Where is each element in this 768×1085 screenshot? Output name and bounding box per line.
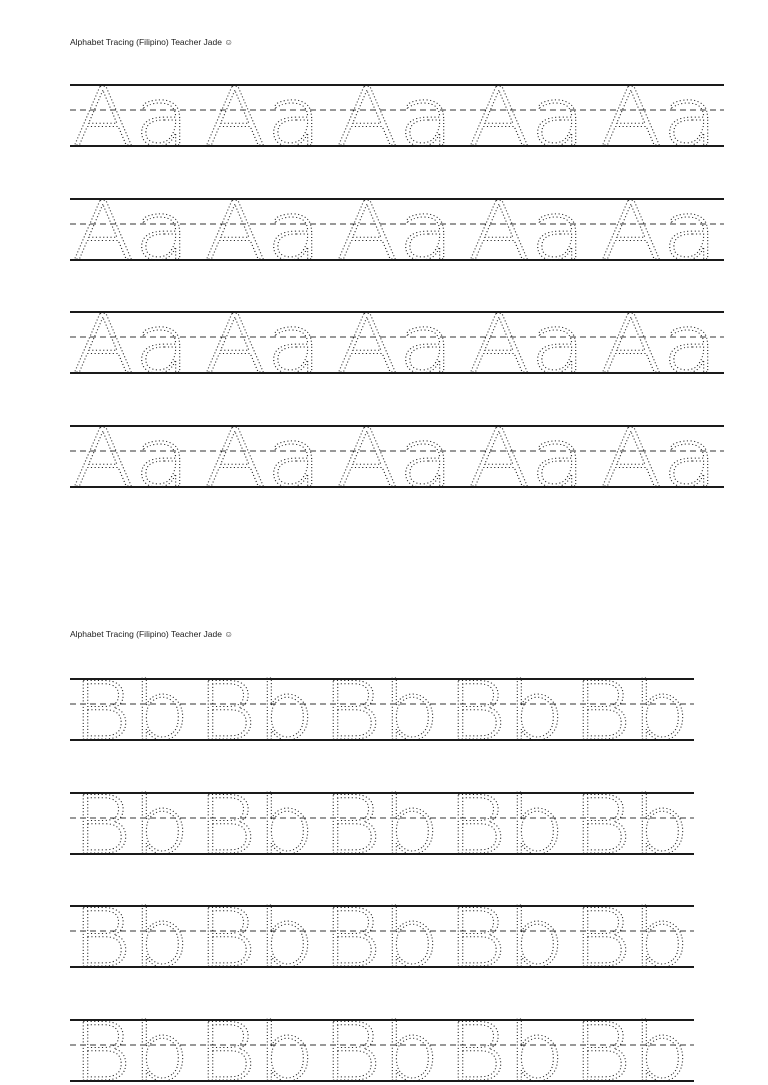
traceable-letter-pair: Aa	[204, 185, 322, 278]
tracing-row	[70, 678, 694, 744]
traceable-letter-pair: Aa	[468, 412, 586, 505]
tracing-row	[70, 311, 724, 377]
tracing-row	[70, 198, 724, 264]
tracing-row-lines	[70, 905, 694, 971]
worksheet-header-a: Alphabet Tracing (Filipino) Teacher Jade ☺	[70, 37, 233, 47]
traceable-letter-pair: Bb	[197, 665, 315, 758]
traceable-letter-pair: Bb	[322, 665, 440, 758]
traceable-letter-pair: Aa	[72, 71, 190, 164]
tracing-row-lines	[70, 678, 694, 744]
traceable-letter-pair: Bb	[197, 892, 315, 985]
traceable-letter-pair: Aa	[600, 412, 718, 505]
traceable-letter-pair: Bb	[447, 665, 565, 758]
tracing-row	[70, 84, 724, 150]
traceable-letter-pair: Aa	[468, 185, 586, 278]
traceable-letter-pair: Bb	[72, 779, 190, 872]
traceable-letter-pair: Aa	[204, 298, 322, 391]
traceable-letter-pair: Bb	[447, 892, 565, 985]
tracing-row-lines	[70, 311, 724, 377]
traceable-letter-pair: Bb	[322, 1006, 440, 1085]
traceable-letter-pair: Bb	[572, 779, 690, 872]
tracing-row-lines	[70, 425, 724, 491]
traceable-letter-pair: Bb	[72, 892, 190, 985]
traceable-letter-pair: Bb	[197, 1006, 315, 1085]
traceable-letter-pair: Aa	[600, 298, 718, 391]
traceable-letter-pair: Aa	[336, 298, 454, 391]
traceable-letter-pair: Bb	[72, 1006, 190, 1085]
traceable-letter-pair: Aa	[336, 185, 454, 278]
traceable-letter-pair: Bb	[447, 779, 565, 872]
tracing-row-lines	[70, 198, 724, 264]
traceable-letter-pair: Aa	[468, 71, 586, 164]
tracing-row	[70, 1019, 694, 1085]
traceable-letter-pair: Aa	[72, 185, 190, 278]
traceable-letter-pair: Aa	[72, 412, 190, 505]
traceable-letter-pair: Bb	[572, 665, 690, 758]
tracing-row-lines	[70, 1019, 694, 1085]
tracing-row-lines	[70, 84, 724, 150]
tracing-row	[70, 792, 694, 858]
traceable-letter-pair: Bb	[447, 1006, 565, 1085]
traceable-letter-pair: Aa	[336, 71, 454, 164]
tracing-row-lines	[70, 792, 694, 858]
traceable-letter-pair: Aa	[600, 71, 718, 164]
traceable-letter-pair: Bb	[197, 779, 315, 872]
traceable-letter-pair: Bb	[572, 892, 690, 985]
traceable-letter-pair: Bb	[322, 779, 440, 872]
traceable-letter-pair: Bb	[72, 665, 190, 758]
tracing-row	[70, 425, 724, 491]
traceable-letter-pair: Aa	[600, 185, 718, 278]
worksheet-header-b: Alphabet Tracing (Filipino) Teacher Jade ☺	[70, 629, 233, 639]
traceable-letter-pair: Bb	[322, 892, 440, 985]
traceable-letter-pair: Aa	[204, 412, 322, 505]
traceable-letter-pair: Bb	[572, 1006, 690, 1085]
traceable-letter-pair: Aa	[336, 412, 454, 505]
traceable-letter-pair: Aa	[72, 298, 190, 391]
tracing-row	[70, 905, 694, 971]
traceable-letter-pair: Aa	[468, 298, 586, 391]
traceable-letter-pair: Aa	[204, 71, 322, 164]
